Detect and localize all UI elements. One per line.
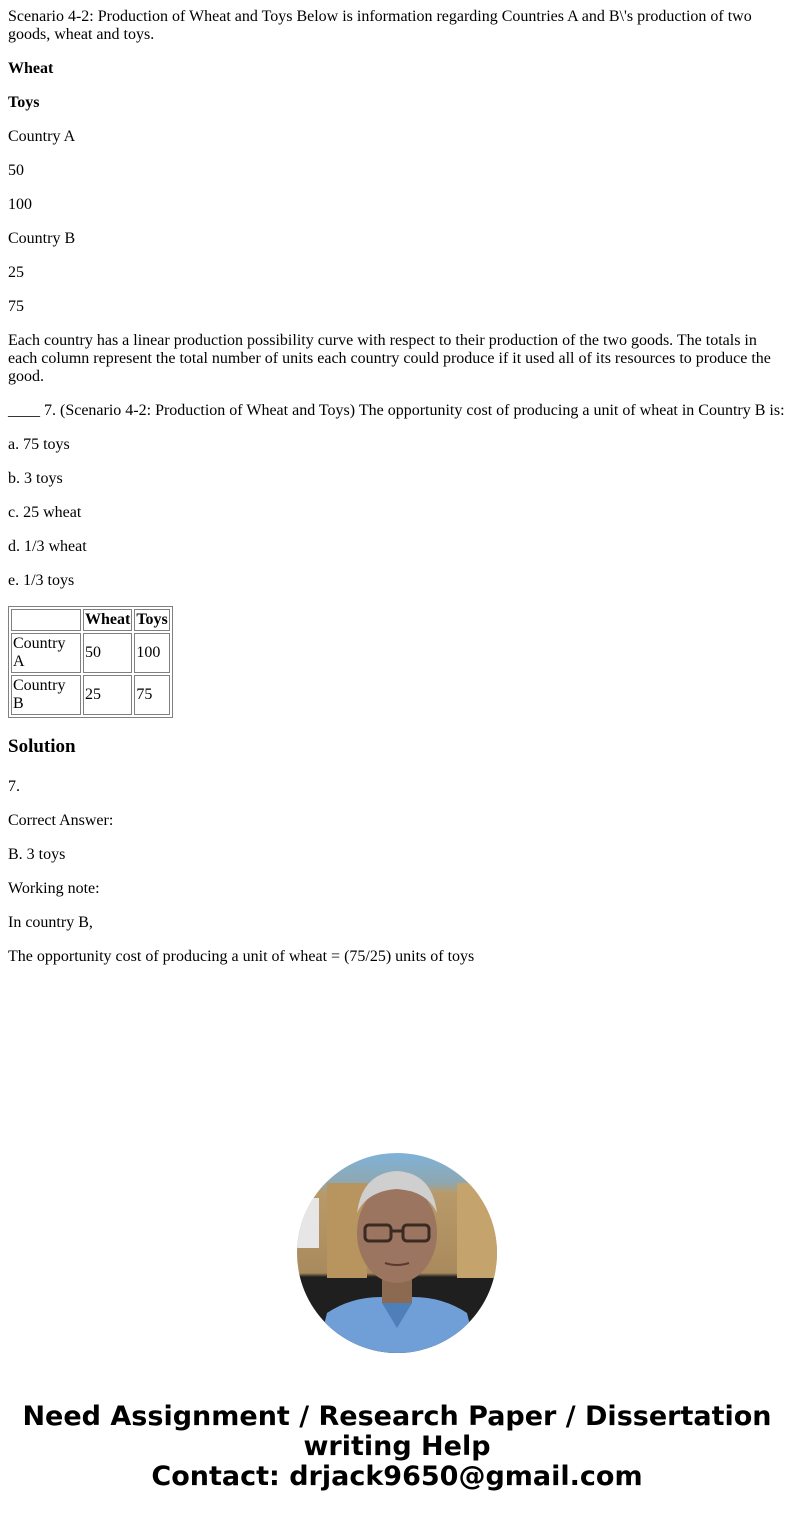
option-a: a. 75 toys <box>8 436 70 453</box>
table-cell-toys: 75 <box>134 675 169 715</box>
solution-number: 7. <box>8 778 20 795</box>
label-wheat: Wheat <box>8 60 54 77</box>
table-cell-country: Country A <box>11 633 81 673</box>
working-context: In country B, <box>8 914 93 931</box>
question-prompt: ____ 7. (Scenario 4-2: Production of Wheat and Toys) The opportunity cost of producing a unit of wheat in Country B is: <box>8 402 785 419</box>
table-header-wheat: Wheat <box>83 609 132 631</box>
table-row <box>11 633 170 673</box>
working-formula: The opportunity cost of producing a unit of wheat = (75/25) units of toys <box>8 948 475 965</box>
table-cell-country: Country B <box>11 675 81 715</box>
country-b-wheat: 25 <box>8 264 24 281</box>
option-c: c. 25 wheat <box>8 504 82 521</box>
table-cell-toys: 100 <box>134 633 169 673</box>
country-b-toys: 75 <box>8 298 24 315</box>
promo-line-1: Need Assignment / Research Paper / Dissertation <box>22 1401 772 1432</box>
country-a-toys: 100 <box>8 196 32 213</box>
promo-line-2: writing Help <box>303 1431 491 1462</box>
production-table <box>8 606 173 718</box>
solution-heading: Solution <box>8 736 76 757</box>
table-header-empty <box>11 609 81 631</box>
country-a-wheat: 50 <box>8 162 24 179</box>
correct-answer: B. 3 toys <box>8 846 66 863</box>
person-photo-icon <box>297 1153 497 1353</box>
promo-banner <box>0 1402 794 1492</box>
option-b: b. 3 toys <box>8 470 63 487</box>
promo-contact: Contact: drjack9650@gmail.com <box>151 1461 643 1492</box>
label-toys: Toys <box>8 94 40 111</box>
option-e: e. 1/3 toys <box>8 572 75 589</box>
table-cell-wheat: 50 <box>83 633 132 673</box>
label-country-a: Country A <box>8 128 76 145</box>
table-header-toys: Toys <box>134 609 169 631</box>
author-avatar <box>297 1153 497 1353</box>
option-d: d. 1/3 wheat <box>8 538 87 555</box>
table-cell-wheat: 25 <box>83 675 132 715</box>
question-description: Each country has a linear production possibility curve with respect to their production of the two goods. The totals in each column represent the total number of units each country could produce if it used all of its resources to produce the good. <box>8 332 771 385</box>
question-intro: Scenario 4-2: Production of Wheat and Toys Below is information regarding Countries A and B\'s production of two goods, wheat and toys. <box>8 8 752 43</box>
label-country-b: Country B <box>8 230 76 247</box>
working-note-label: Working note: <box>8 880 100 897</box>
table-header-row <box>11 609 170 631</box>
table-row <box>11 675 170 715</box>
correct-answer-label: Correct Answer: <box>8 812 114 829</box>
